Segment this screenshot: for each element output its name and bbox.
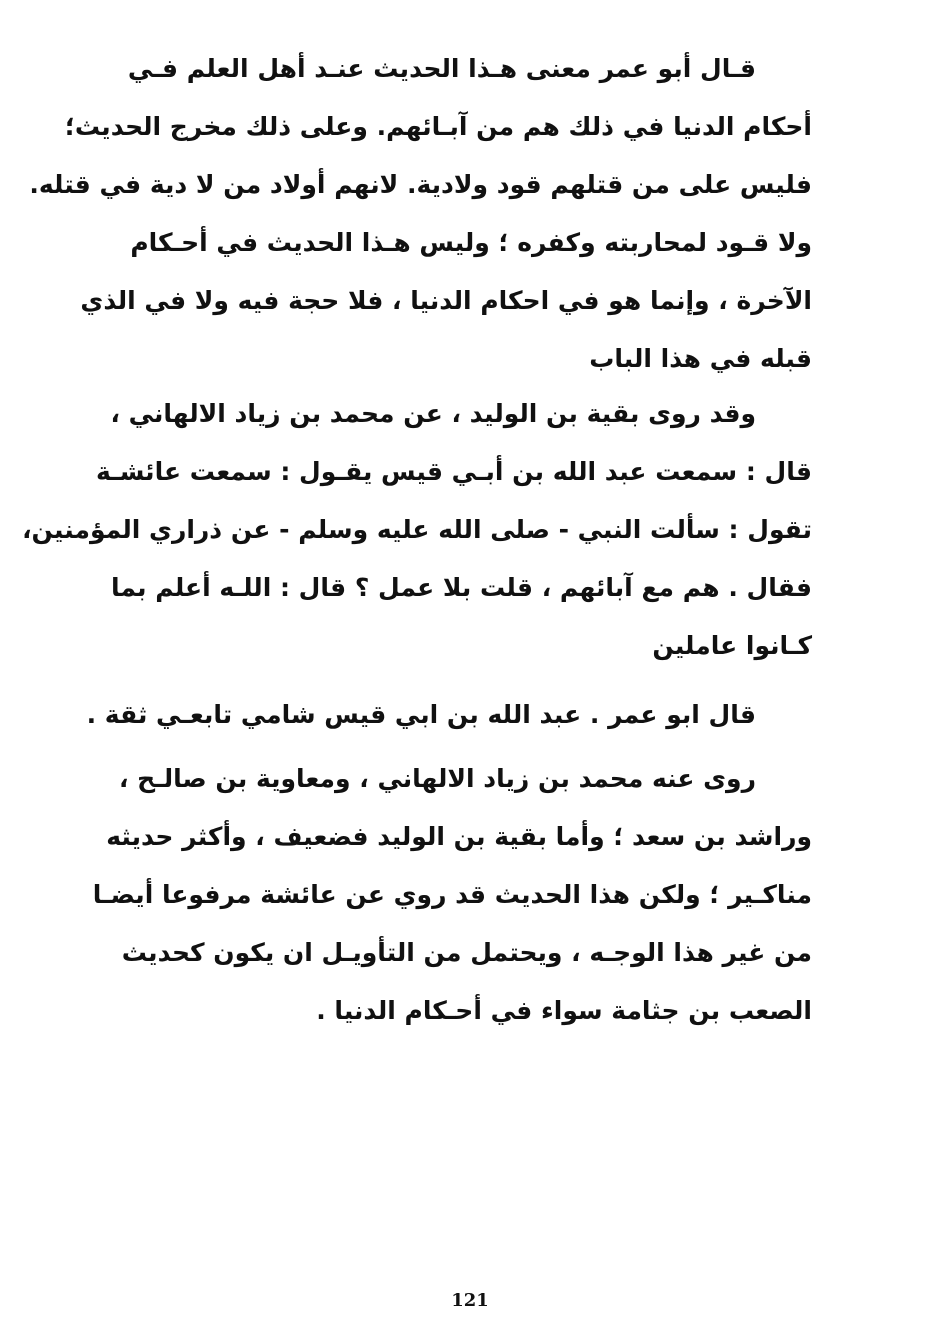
paragraph-1 [29, 40, 812, 388]
text-line: مناكـير ؛ ولكن هذا الحديث قد روي عن عائشة مرفوعا أيضـا [92, 880, 812, 909]
text-line: تقول : سألت النبي - صلى الله عليه وسلم - عن ذراري المؤمنين، [22, 515, 812, 544]
text-line: ولا قـود لمحاربته وكفره ؛ وليس هـذا الحديث في أحـكام [130, 228, 812, 257]
text-line: قبله في هذا الباب [589, 344, 812, 373]
text-line: وقد روى بقية بن الوليد ، عن محمد بن زياد الالهاني ، [110, 399, 756, 428]
page-number: 121 [451, 1290, 489, 1311]
paragraph-2 [22, 385, 812, 675]
text-line: روى عنه محمد بن زياد الالهاني ، ومعاوية بن صالـح ، [118, 764, 756, 793]
text-line: الصعب بن جثامة سواء في أحـكام الدنيا . [316, 996, 812, 1025]
text-line: قال : سمعت عبد الله بن أبـي قيس يقـول : سمعت عائشـة [96, 457, 812, 486]
paragraph-3 [86, 686, 812, 744]
text-line: أحكام الدنيا في ذلك هم من آبـائهم. وعلى ذلك مخرج الحديث؛ [64, 112, 812, 141]
paragraph-4 [92, 750, 812, 1040]
text-line: وراشد بن سعد ؛ وأما بقية بن الوليد فضعيف ، وأكثر حديثه [106, 822, 812, 851]
text-line: قال ابو عمر . عبد الله بن ابي قيس شامي تابعـي ثقة . [86, 700, 756, 729]
text-line: كـانوا عاملين [652, 631, 812, 660]
text-line: من غير هذا الوجـه ، ويحتمل من التأويـل ان يكون كحديث [121, 938, 812, 967]
text-line: فقال . هم مع آبائهم ، قلت بلا عمل ؟ قال : اللـه أعلم بما [111, 573, 812, 602]
text-line: فليس على من قتلهم قود ولادية. لانهم أولاد من لا دية في قتله. [29, 170, 812, 199]
text-line: قـال أبو عمر معنى هـذا الحديث عنـد أهل العلم فـي [127, 54, 756, 83]
text-line: الآخرة ، وإنما هو في احكام الدنيا ، فلا حجة فيه ولا في الذي [80, 286, 812, 315]
